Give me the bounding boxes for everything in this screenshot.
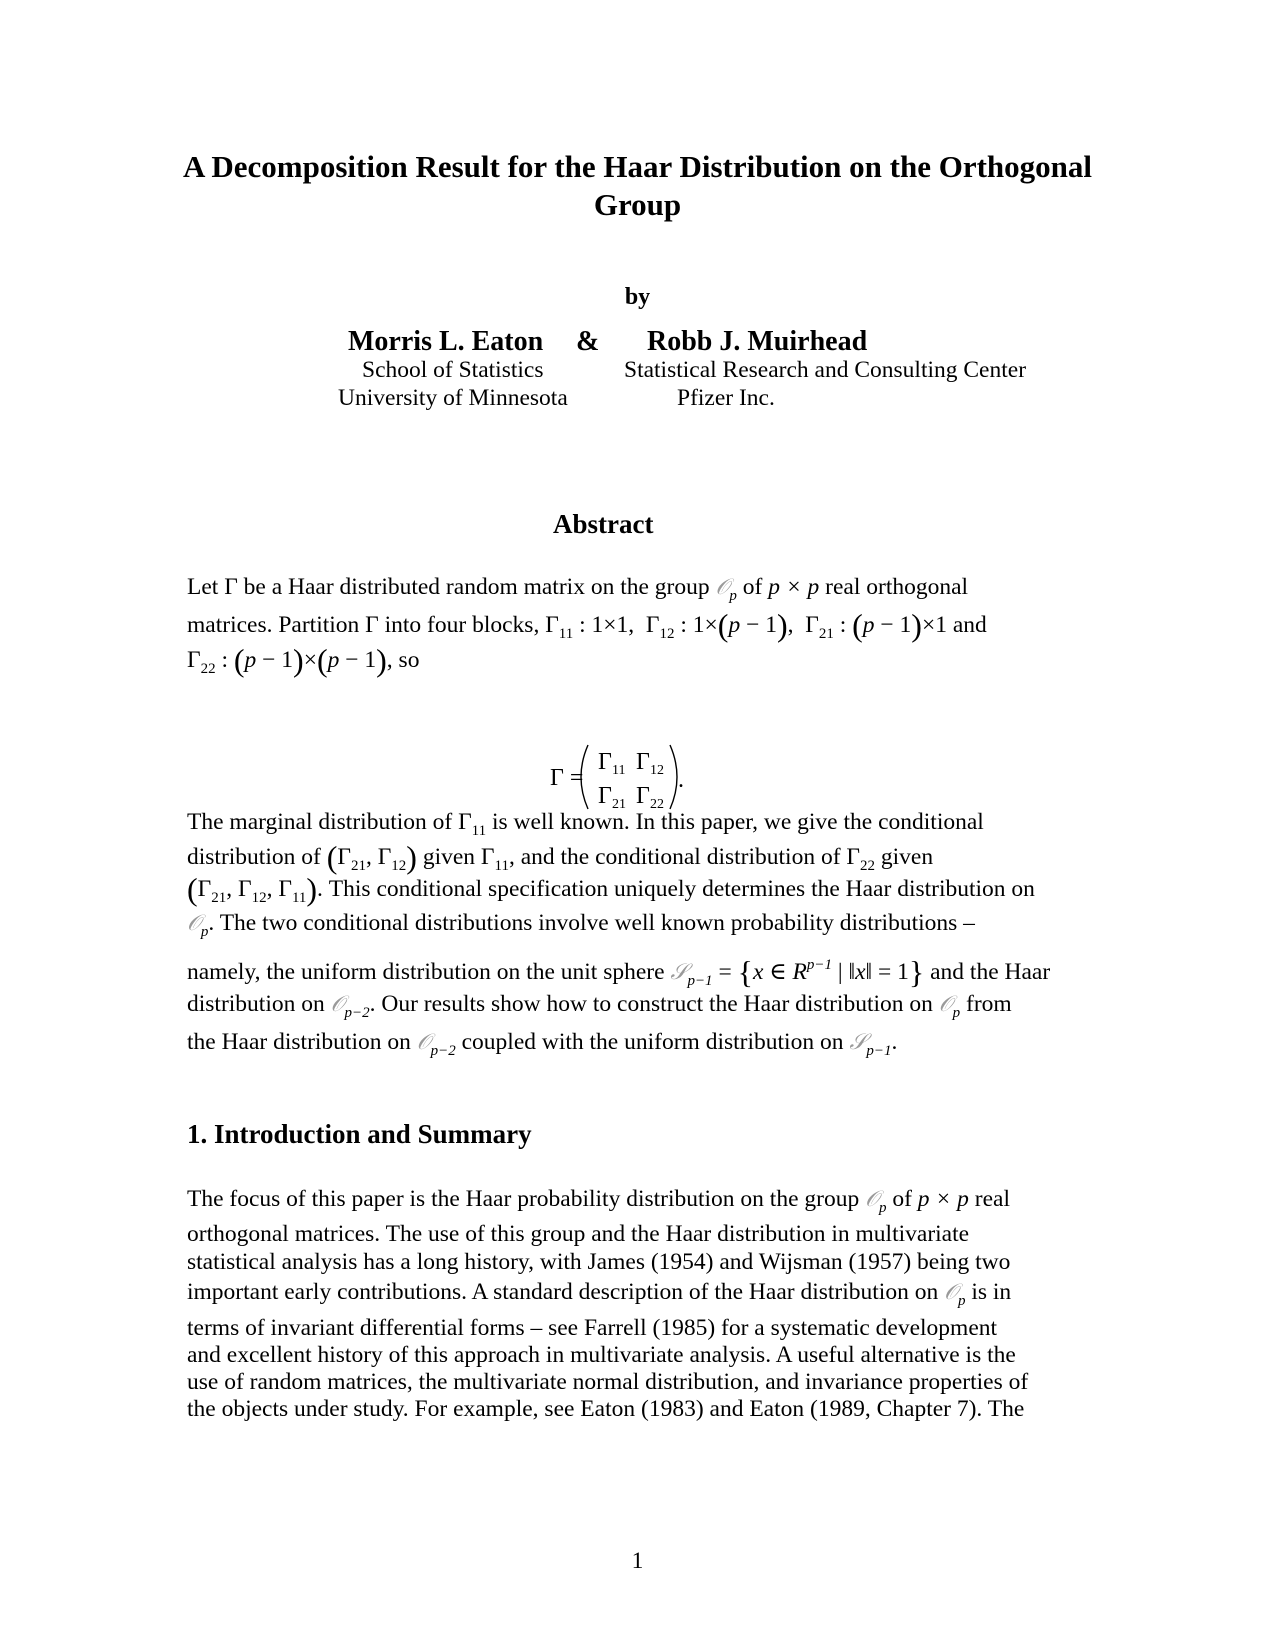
- page-number: 1: [631, 1548, 644, 1574]
- block-matrix-equation: [550, 741, 750, 813]
- abstract-line-10: the Haar distribution on 𝒪$_{p-2}$ coupled with the uniform distribution on 𝒮$_{p-1}$.: [187, 1029, 898, 1059]
- abstract-line-5: distribution of ($\Gamma_{21}$, $\Gamma_{12}$) given $\Gamma_{11}$, and the conditional distribution of $\Gamma_{22}$ given: [187, 839, 934, 875]
- author-1-name: Morris L. Eaton: [348, 326, 544, 357]
- by-line: by: [624, 284, 651, 310]
- orthogonal-group-symbol: 𝒪: [715, 575, 730, 600]
- section-1-line-8: the objects under study. For example, see Eaton (1983) and Eaton (1989, Chapter 7). The: [187, 1396, 1025, 1422]
- abstract-line-4: The marginal distribution of $\Gamma_{11}$ is well known. In this paper, we give the conditional: [187, 809, 984, 839]
- abstract-line-9: distribution on 𝒪$_{p-2}$. Our results show how to construct the Haar distribution on 𝒪$_p$ from: [187, 991, 1012, 1021]
- author-2-name: Robb J. Muirhead: [647, 326, 868, 357]
- section-1-line-5: terms of invariant differential forms – see Farrell (1985) for a systematic development: [187, 1315, 998, 1341]
- section-1-line-1: The focus of this paper is the Haar probability distribution on the group 𝒪$_p$ of p × p real: [187, 1186, 1010, 1216]
- author-1-affiliation-1: School of Statistics: [362, 357, 544, 383]
- section-1-line-4: important early contributions. A standard description of the Haar distribution on 𝒪$_p$ is in: [187, 1279, 1012, 1309]
- abstract-line-2: matrices. Partition Γ into four blocks, $\Gamma_{11}$ : 1×1, $\Gamma_{12}$ : 1×(p − 1), $\Gamma_{21}$ : (p − 1)×1 and: [187, 607, 987, 643]
- abstract-line-7: 𝒪$_p$. The two conditional distributions involve well known probability distributions –: [187, 910, 975, 940]
- svg-text:Γ: Γ: [598, 749, 612, 775]
- section-1-line-7: use of random matrices, the multivariate normal distribution, and invariance properties of: [187, 1369, 1029, 1395]
- svg-text:Γ: Γ: [598, 783, 612, 809]
- section-1-line-3: statistical analysis has a long history, with James (1954) and Wijsman (1957) being two: [187, 1249, 1011, 1275]
- ampersand: &: [576, 326, 600, 357]
- author-2-affiliation-1: Statistical Research and Consulting Center: [624, 357, 1027, 383]
- abstract-line-8: namely, the uniform distribution on the unit sphere 𝒮$_{p-1}$ = {x ∈ $R^{p-1}$ | ‖x‖ = 1} and the Haar: [187, 954, 1051, 990]
- svg-text:12: 12: [650, 763, 664, 778]
- svg-text:.: .: [678, 767, 684, 793]
- svg-text:Γ =: Γ =: [550, 765, 584, 791]
- paper-title: A Decomposition Result for the Haar Distribution on the Orthogonal Group: [182, 149, 1093, 222]
- svg-text:Γ: Γ: [636, 749, 650, 775]
- abstract-line-1: Let Γ be a Haar distributed random matrix on the group 𝒪$_p$ of p × p real orthogonal: [187, 574, 969, 604]
- abstract-heading: Abstract: [553, 509, 654, 539]
- svg-text:Γ: Γ: [636, 783, 650, 809]
- section-1-line-6: and excellent history of this approach in multivariate analysis. A useful alternative is the: [187, 1342, 1016, 1368]
- abstract-line-3: $\Gamma_{22}$ : (p − 1)×(p − 1), so: [187, 642, 420, 678]
- section-1-heading: 1. Introduction and Summary: [187, 1119, 532, 1149]
- block-matrix-svg: [550, 741, 750, 813]
- author-2-affiliation-2: Pfizer Inc.: [677, 385, 775, 411]
- author-1-affiliation-2: University of Minnesota: [338, 385, 568, 411]
- section-1-line-2: orthogonal matrices. The use of this group and the Haar distribution in multivariate: [187, 1221, 970, 1247]
- svg-text:21: 21: [612, 797, 626, 812]
- svg-text:11: 11: [612, 763, 626, 778]
- sphere-symbol: 𝒮: [670, 960, 688, 985]
- abstract-line-6: ($\Gamma_{21}$, $\Gamma_{12}$, $\Gamma_{11}$). This conditional specification uniquely determines the Haar distribution on: [187, 871, 1035, 907]
- svg-text:22: 22: [650, 797, 664, 812]
